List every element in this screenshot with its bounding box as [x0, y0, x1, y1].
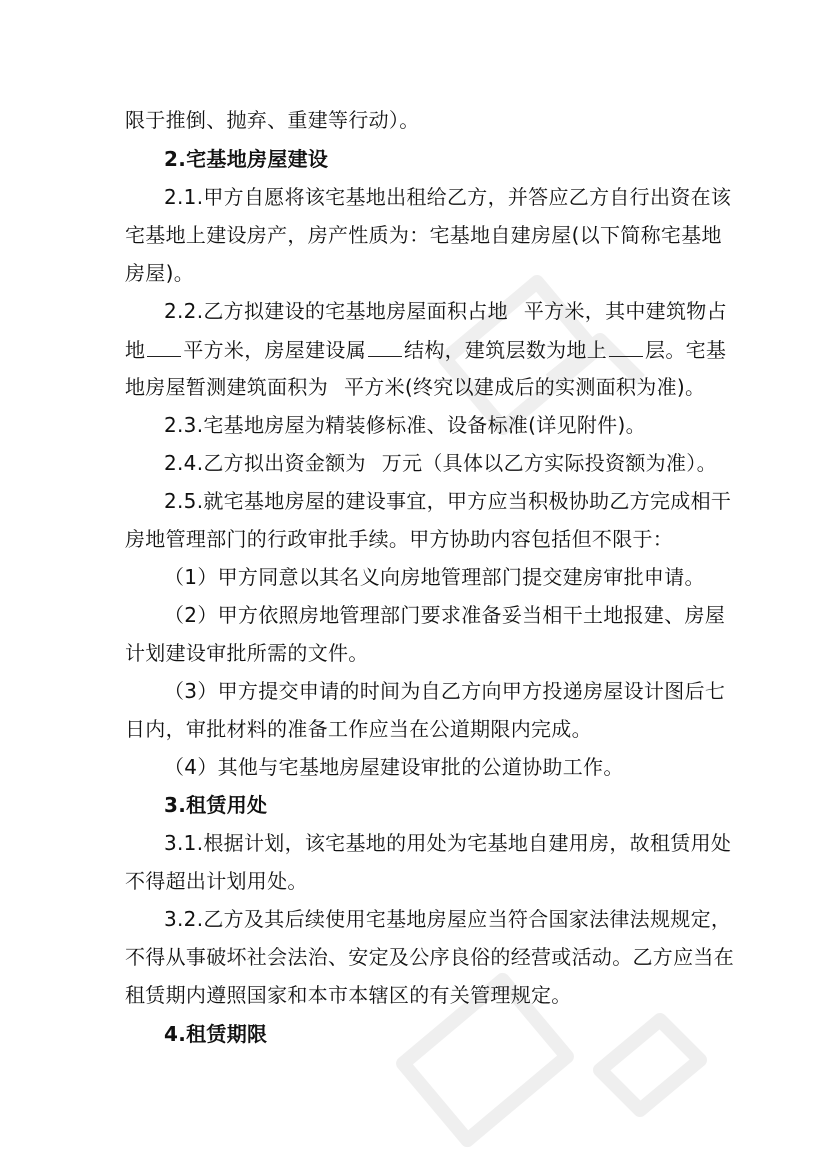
- blank-field: [147, 336, 181, 357]
- list-item: （2）甲方依照房地管理部门要求准备妥当相干土地报建、房屋: [164, 603, 726, 627]
- text-fragment: 层。宅基: [645, 338, 727, 362]
- text-line: 2.3.宅基地房屋为精装修标准、设备标准(详见附件)。: [164, 413, 646, 437]
- text-fragment: 地房屋暂测建筑面积为: [125, 375, 328, 399]
- text-line: 2.1.甲方自愿将该宅基地出租给乙方，并答应乙方自行出资在该: [164, 185, 732, 209]
- text-line: 租赁期内遵照国家和本市本辖区的有关管理规定。: [125, 983, 572, 1007]
- text-line: 2.5.就宅基地房屋的建设事宜，甲方应当积极协助乙方完成相干: [164, 489, 732, 513]
- text-line: 限于推倒、抛弃、重建等行动）。: [125, 108, 420, 132]
- text-fragment: 2.2.乙方拟建设的宅基地房屋面积占地: [164, 299, 508, 323]
- text-fragment: 万元（具体以乙方实际投资额为准）。: [381, 451, 717, 475]
- text-line: [164, 449, 717, 477]
- list-item: （1）甲方同意以其名义向房地管理部门提交建房审批申请。: [164, 565, 705, 589]
- text-line: 3.2.乙方及其后续使用宅基地房屋应当符合国家法律法规规定，: [164, 907, 732, 931]
- text-line: 日内，审批材料的准备工作应当在公道期限内完成。: [125, 717, 592, 741]
- text-line: 不得超出计划用处。: [125, 869, 308, 893]
- text-line: [164, 297, 727, 325]
- text-line: 计划建设审批所需的文件。: [125, 641, 369, 665]
- text-fragment: 平方米(终究以建成后的实测面积为准)。: [344, 375, 706, 399]
- section-heading-2: 2.宅基地房屋建设: [164, 147, 329, 171]
- blank-field: [368, 336, 402, 357]
- text-line: 房屋)。: [125, 261, 195, 285]
- list-item: （4）其他与宅基地房屋建设审批的公道协助工作。: [164, 755, 624, 779]
- text-fragment: 地: [125, 338, 146, 362]
- section-heading-4: 4.租赁期限: [164, 1022, 268, 1046]
- text-fragment: 2.4.乙方拟出资金额为: [164, 451, 366, 475]
- text-line: 宅基地上建设房产，房产性质为：宅基地自建房屋(以下简称宅基地: [125, 223, 722, 247]
- text-line: [125, 336, 726, 364]
- text-line: [125, 373, 705, 401]
- text-line: 3.1.根据计划，该宅基地的用处为宅基地自建用房，故租赁用处: [164, 831, 732, 855]
- text-fragment: 结构，建筑层数为地上: [404, 338, 608, 362]
- text-fragment: 平方米，其中建筑物占: [523, 299, 727, 323]
- list-item: （3）甲方提交申请的时间为自乙方向甲方投递房屋设计图后七: [164, 679, 726, 703]
- section-heading-3: 3.租赁用处: [164, 793, 268, 817]
- text-line: 房地管理部门的行政审批手续。甲方协助内容包括但不限于：: [125, 527, 674, 551]
- text-line: 不得从事破坏社会法治、安定及公序良俗的经营或活动。乙方应当在: [125, 945, 734, 969]
- text-fragment: 平方米，房屋建设属: [183, 338, 367, 362]
- blank-field: [609, 336, 643, 357]
